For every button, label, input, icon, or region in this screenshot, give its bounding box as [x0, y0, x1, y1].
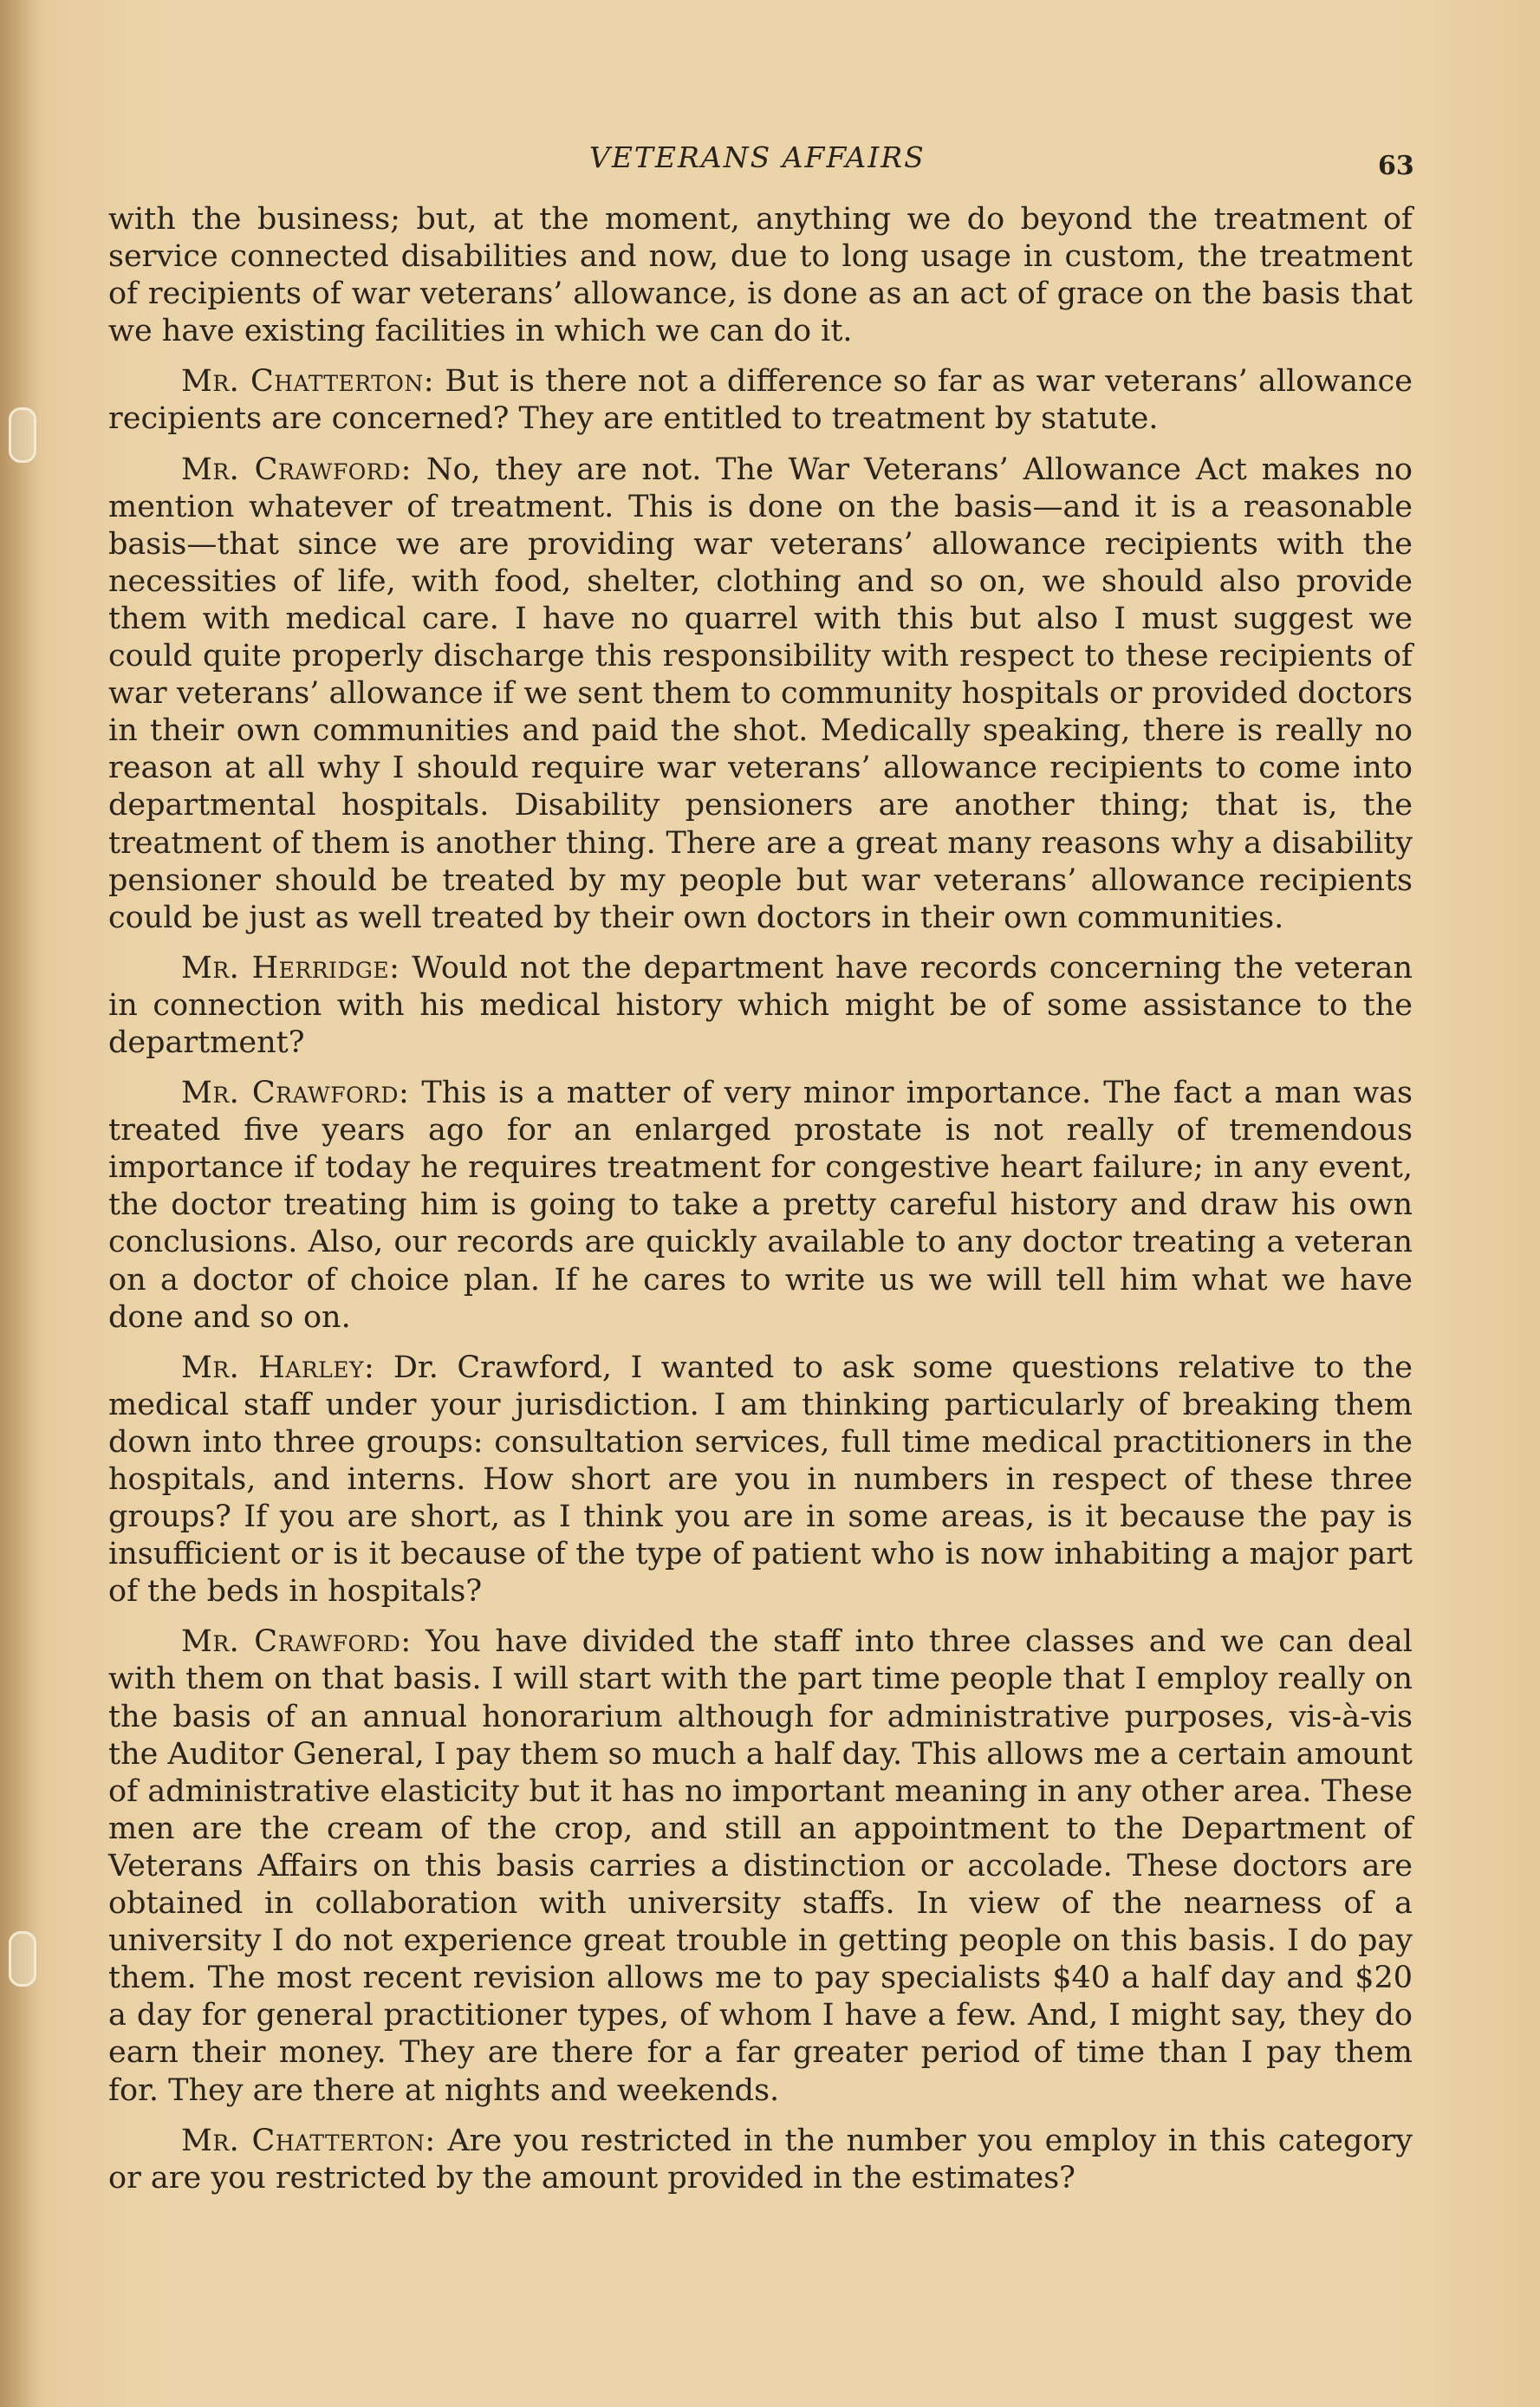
paragraph-text: Are you restricted in the number you employ in this category or are you restricted by the amount provided in the estimates?: [108, 2123, 1413, 2196]
paragraph-text: This is a matter of very minor importance. The fact a man was treated five years ago for an enlarged prostate is not really of tremendous importance if today he requires treatment for congestive heart failure; in any event, the doctor treating him is going to take a pretty careful history and draw his own conclusions. Also, our records are quickly available to any doctor treating a veteran on a doctor of choice plan. If he cares to write us we will tell him what we have done and so on.: [108, 1076, 1413, 1335]
paragraph-text: No, they are not. The War Veterans’ Allowance Act makes no mention whatever of treatment. This is done on the basis—and it is a reasonable basis—that since we are providing war veterans’ allowance recipients with the necessities of life, with food, shelter, clothing and so on, we should also provide them with medical care. I have no quarrel with this but also I must suggest we could quite properly discharge this responsibility with respect to these recipients of war veterans’ allowance if we sent them to community hospitals or provided doctors in their own communities and paid the shot. Medically speaking, there is really no reason at all why I should require war veterans’ allowance recipients to come into departmental hospitals. Disability pensioners are another thing; that is, the treatment of them is another thing. There are a great many reasons why a disability pensioner should be treated by my people but war veterans’ allowance recipients could be just as well treated by their own doctors in their own communities.: [108, 452, 1413, 935]
speaker-name: Mr. Chatterton:: [181, 364, 435, 400]
speaker-name: Mr. Crawford:: [181, 1076, 410, 1111]
speaker-name: Mr. Chatterton:: [181, 2123, 436, 2158]
speaker-name: Mr. Crawford:: [181, 1624, 412, 1660]
speaker-name: Mr. Crawford:: [181, 452, 412, 487]
paragraph-chatterton-2: [108, 2123, 1413, 2197]
paragraph-text: You have divided the staff into three classes and we can deal with them on that basis. I will start with the part time people that I employ really on the basis of an annual honorarium although for administrative purposes, vis-à-vis the Auditor General, I pay them so much a half day. This allows me a certain amount of administrative elasticity but it has no important meaning in any other area. These men are the cream of the crop, and still an appointment to the Department of Veterans Affairs on this basis carries a distinction or accolade. These doctors are obtained in collaboration with university staffs. In view of the nearness of a university I do not experience great trouble in getting people on this basis. I do pay them. The most recent revision allows me to pay specialists $40 a half day and $20 a day for general practitioner types, of whom I have a few. And, I might say, they do earn their money. They are there for a far greater period of time than I pay them for. They are there at nights and weekends.: [108, 1624, 1413, 2108]
running-title: VETERANS AFFAIRS: [589, 140, 926, 174]
paragraph-crawford-3: [108, 1623, 1413, 2109]
paragraph-crawford-2: [108, 1075, 1413, 1337]
paragraph-chatterton-1: [108, 363, 1413, 438]
paragraph-text: Would not the department have records concerning the veteran in connection with his medical history which might be of some assistance to the department?: [108, 950, 1413, 1060]
paragraph-text: with the business; but, at the moment, anything we do beyond the treatment of service connected disabilities and now, due to long usage in custom, the treatment of recipients of war veterans’ allowance, is done as an act of grace on the basis that we have existing facilities in which we can do it.: [108, 202, 1413, 349]
paragraph-herridge: [108, 950, 1413, 1062]
binding-shadow: [0, 0, 40, 2407]
speaker-name: Mr. Harley:: [181, 1350, 375, 1385]
paragraph-harley: [108, 1350, 1413, 1611]
running-head: [0, 140, 1540, 184]
paragraph-continuation: [108, 201, 1413, 350]
paragraph-text: Dr. Crawford, I wanted to ask some questions relative to the medical staff under your jurisdiction. I am thinking particularly of breaking them down into three groups: consultation services, full time medical practitioners in the hospitals, and interns. How short are you in numbers in respect of these three groups? If you are short, as I think you are in some areas, is it because the pay is insufficient or is it because of the type of patient who is now inhabiting a major part of the beds in hospitals?: [108, 1350, 1413, 1610]
paragraph-text: But is there not a difference so far as war veterans’ allowance recipients are concerned? They are entitled to treatment by statute.: [108, 364, 1413, 437]
page-number: 63: [1378, 151, 1414, 181]
speaker-name: Mr. Herridge:: [181, 950, 400, 986]
body-text: [108, 201, 1413, 2210]
punch-hole-top: [9, 407, 36, 463]
punch-hole-bottom: [9, 1931, 36, 1987]
paragraph-crawford-1: [108, 452, 1413, 937]
